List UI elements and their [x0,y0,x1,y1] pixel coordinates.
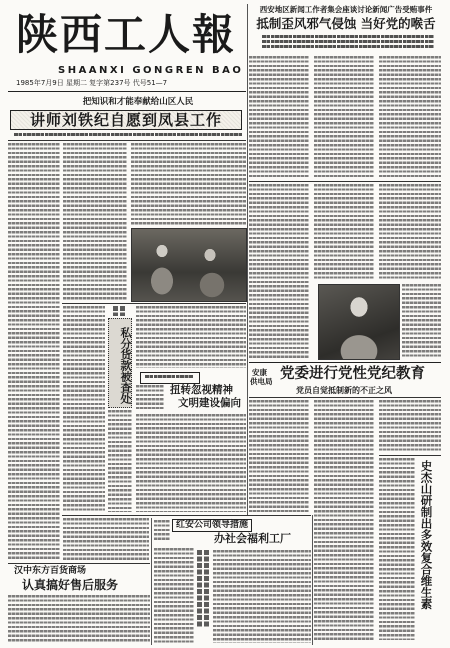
masthead-rule [8,91,246,92]
commentary-headline-line2: 文明建设偏向 [178,397,241,409]
lead-story-kicker: 西安地区新闻工作者集会座谈讨论新闻广告受贿事件 [259,5,433,14]
hongan-headline: 办社会福利工厂 [214,532,291,545]
hongan-body-col2 [213,550,311,643]
commentary-body [136,414,246,512]
lead-story-body-col3 [379,56,441,178]
commentary-headline-line1: 扭转忽视精神 [170,384,233,396]
commentary-body-side [136,385,164,409]
feature-story-body-col1 [8,143,60,560]
hongan-vertical-label [197,550,209,628]
vitamin-story-body [379,458,415,640]
news-photo-workers [131,228,247,302]
fraud-brief-body-left [63,306,105,512]
hongan-body-col1 [154,548,194,643]
lead-story-subheadline [262,35,434,49]
commentary-tag [140,372,200,384]
bottom-section-rule [62,515,311,516]
hongan-kicker: 红安公司领导措施 [172,519,252,532]
fraud-brief-headline: 私分货款被查处 [108,318,132,408]
right-article-body-col2 [314,184,374,280]
left-bottom-body [63,518,149,560]
ankang-body-col2 [314,400,374,640]
masthead-pinyin: SHAANXI GONGREN BAO [58,65,244,76]
hanzhong-body [8,595,150,643]
middle-section-rule [62,303,246,304]
right-section-rule [249,362,441,363]
feature-story-headline: 讲师刘铁纪自愿到凤县工作 [10,110,242,130]
ankang-body-col1 [249,400,309,512]
hanzhong-rule [8,563,150,564]
fraud-brief-body-bottom [108,410,132,512]
right-bottom-divider [312,515,313,645]
ankang-body-col3 [379,400,441,452]
right-article-body-col3 [379,184,441,280]
fraud-brief-kicker [113,306,125,316]
ankang-rule [249,397,441,398]
feature-story-subheadline [14,133,242,137]
lead-story-body-col2 [314,56,374,178]
news-photo-portrait [318,284,400,360]
right-article-body-col1 [249,184,309,358]
ankang-headline: 党委进行党性党纪教育 [280,365,425,382]
masthead-dateline: 1985年7月9日 星期二 复字第237号 代号51—7 [16,79,168,87]
main-column-divider [247,4,248,515]
lead-story-headline: 抵制歪风邪气侵蚀 当好党的喉舌 [256,16,436,31]
masthead-title: 陕西工人報 [16,10,237,59]
ankang-subheadline: 党员自觉抵制新的不正之风 [296,385,392,395]
feature-story-body-col2 [63,143,127,300]
lead-story-rule [249,181,441,182]
ankang-org-line1: 安康 [252,368,267,377]
bottom-column-divider [151,518,152,645]
fraud-brief-body-right [136,306,246,368]
hanzhong-headline: 认真搞好售后服务 [22,578,119,592]
commentary-tag-text [145,375,193,380]
vitamin-story-headline: 史杰山研制出多效复合维生素 [419,460,434,610]
hanzhong-org: 汉中东方百货商场 [14,566,87,576]
vitamin-story-rule [379,455,441,456]
hongan-body-top [154,520,170,542]
feature-story-body-col3 [131,143,246,225]
feature-story-kicker: 把知识和才能奉献给山区人民 [82,97,194,107]
right-article-body-col4 [402,284,441,358]
ankang-org-line2: 供电局 [250,377,273,386]
feature-story-rule [8,140,246,141]
lead-story-body-col1 [249,56,309,178]
